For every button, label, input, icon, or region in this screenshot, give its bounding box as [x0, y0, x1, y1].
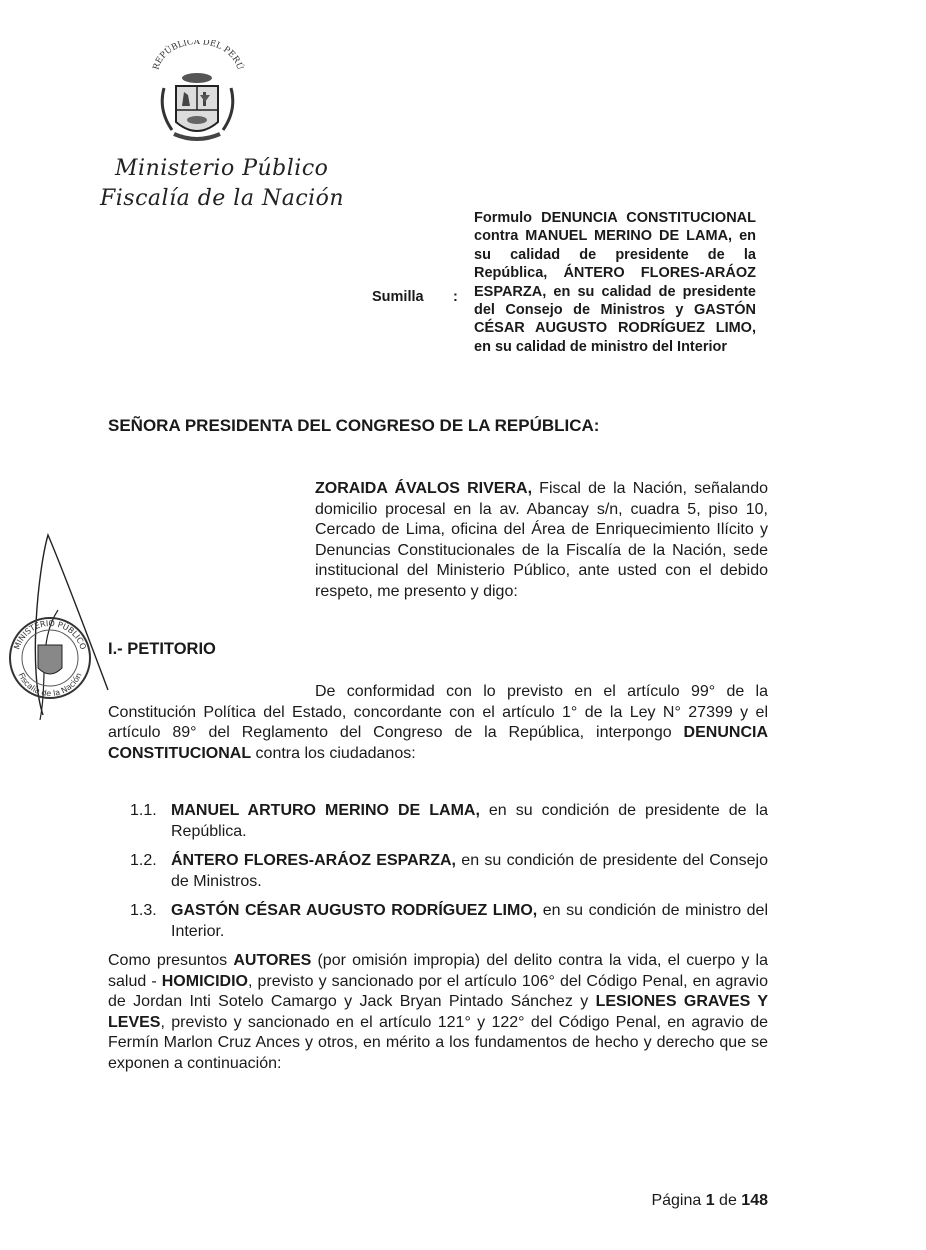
list-item — [130, 851, 768, 892]
sumilla-label: Sumilla — [372, 289, 424, 305]
page-prefix: Página — [651, 1192, 706, 1209]
charges-bold: AUTORES — [233, 952, 312, 969]
coat-of-arms-logo — [150, 40, 245, 150]
petitorio-bold: DENUNCIA CONSTITUCIONAL — [108, 724, 768, 762]
intro-text: Fiscal de la Nación, señalando domicilio procesal en la av. Abancay s/n, cuadra 5, piso 10, Cercado de Lima, oficina del Área de Enriquecimiento Ilícito y Denuncias Constitucionales de la Fiscalía de la Nación, sede institucional del Ministerio Público, ante usted con el debido respeto, me presento y digo: — [315, 480, 768, 600]
accused-name: MANUEL ARTURO MERINO DE LAMA, — [171, 802, 480, 819]
list-item-number: 1.1. — [130, 802, 157, 819]
petitorio-paragraph — [108, 682, 768, 764]
accused-role: en su condición de presidente de la República. — [171, 802, 769, 840]
charges-text: , previsto y sancionado por el artículo 106° del Código Penal, en agravio de Jordan Inti Sotelo Camargo y Jack Bryan Pintado Sánchez y — [108, 972, 768, 1011]
list-item-number: 1.2. — [130, 852, 157, 869]
list-item-number: 1.3. — [130, 902, 157, 919]
addressee-heading: SEÑORA PRESIDENTA DEL CONGRESO DE LA REPÚBLICA: — [108, 416, 600, 435]
page-current: 1 — [705, 1192, 715, 1209]
charges-text: Como presuntos — [108, 952, 234, 969]
list-item — [130, 901, 768, 942]
charges-bold: LESIONES GRAVES Y LEVES — [108, 993, 769, 1031]
institution-name: Ministerio Público — [115, 156, 329, 181]
institution-subtitle: Fiscalía de la Nación — [100, 186, 345, 211]
accused-role: en su condición de ministro del Interior. — [171, 902, 769, 940]
accused-role: en su condición de presidente del Consejo de Ministros. — [171, 852, 768, 890]
page-number — [651, 1192, 768, 1210]
accused-name: GASTÓN CÉSAR AUGUSTO RODRÍGUEZ LIMO, — [171, 902, 538, 919]
accused-name: ÁNTERO FLORES-ARÁOZ ESPARZA, — [171, 852, 456, 869]
charges-text: , previsto y sancionado en el artículo 121° y 122° del Código Penal, en agravio de Fermín Marlon Cruz Ances y otros, en mérito a los fundamentos de hecho y derecho que se exponen a continuación: — [108, 1013, 768, 1072]
prosecutor-name: ZORAIDA ÁVALOS RIVERA, — [315, 480, 533, 497]
sumilla-text: Formulo DENUNCIA CONSTITUCIONAL contra MANUEL MERINO DE LAMA, en su calidad de presidente de la República, ÁNTERO FLORES-ARÁOZ ESPARZA, en su calidad de presidente del Consejo de Ministros y GASTÓN CÉSAR AUGUSTO RODRÍGUEZ LIMO, en su calidad de ministro del Interior — [474, 210, 756, 355]
charges-bold: HOMICIDIO — [161, 972, 248, 990]
page-total: 148 — [741, 1192, 768, 1209]
seal-text-bottom: Fiscalía de la Nación — [16, 671, 84, 699]
charges-text: (por omisión impropia) del delito contra la vida, el cuerpo y la salud - — [108, 952, 769, 990]
intro-paragraph — [315, 479, 768, 603]
petitorio-text: De conformidad con lo previsto en el artículo 99° de la Constitución Política del Estado, concordante con el artículo 1° de la Ley N° 27399 y el artículo 89° del Reglamento del Congreso de la República, interpongo — [108, 683, 768, 742]
list-item — [130, 801, 768, 842]
crest-text: REPÚBLICA DEL PERÚ — [151, 40, 245, 72]
petitorio-tail: contra los ciudadanos: — [251, 744, 416, 762]
sumilla-colon: : — [453, 289, 458, 305]
section-heading-petitorio: I.- PETITORIO — [108, 640, 216, 658]
page-mid: de — [714, 1192, 742, 1209]
seal-text-top: MINISTERIO PÚBLICO — [12, 618, 88, 651]
charges-paragraph — [108, 951, 768, 1075]
